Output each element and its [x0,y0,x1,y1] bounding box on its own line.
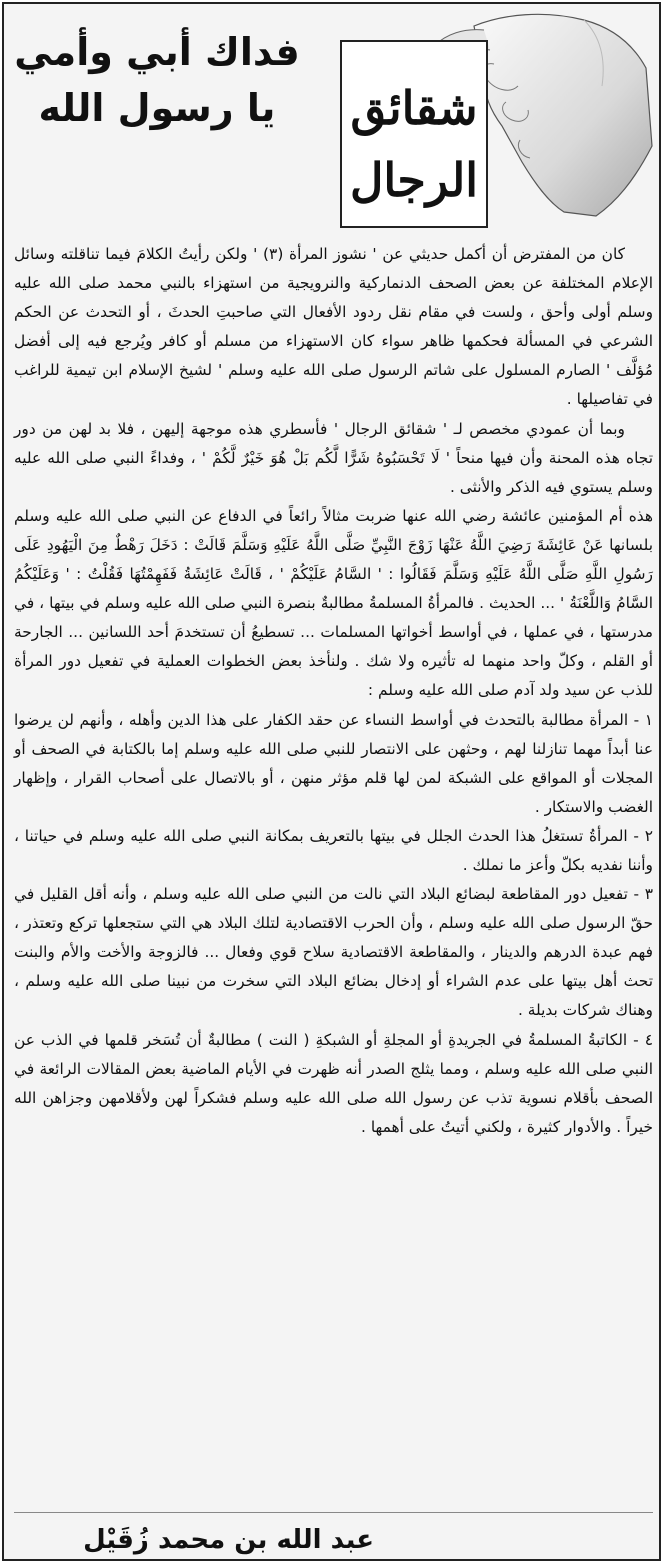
paragraph: ٣ - تفعيل دور المقاطعة لبضائع البلاد التي نالت من النبي صلى الله عليه وسلم ، وأنه أقل القليل في حقّ الرسول صلى الله عليه وسلم ، وأن الحرب الاقتصادية لتلك البلاد هي التي ستجعلها تركع وتعتذر ، فهم عبدة الدرهم والدينار ، والمقاطعة الاقتصادية سلاح قوي وفعال ... فالزوجة والأخت والأم والبنت تحث أهل بيتها على عدم الشراء أو إدخال بضائع البلاد التي سخرت من نبينا صلى الله عليه وسلم ، وهناك شركات بديلة . [14,885,653,1020]
author-signature: عبد الله بن محمد زُقَيْل [83,1525,374,1555]
paragraph: هذه أم المؤمنين عائشة رضي الله عنها ضربت مثالاً رائعاً في الدفاع عن النبي صلى الله عليه وسلم بلسانها عَنْ عَائِشَةَ رَضِيَ اللَّهُ عَنْهَا زَوْجَ النَّبِيِّ صَلَّى اللَّهُ عَلَيْهِ وَسَلَّمَ قَالَتْ : دَخَلَ رَهْطٌ مِنَ الْيَهُودِ عَلَى رَسُولِ اللَّهِ صَلَّى اللَّهُ عَلَيْهِ وَسَلَّمَ فَقَالُوا : ' السَّامُ عَلَيْكُمْ ' ، قَالَتْ عَائِشَةُ فَفَهِمْتُهَا فَقُلْتُ : ' وَعَلَيْكُمُ السَّامُ وَاللَّعْنَةُ ' ... الحديث . فالمرأةُ المسلمةُ مطالبةٌ بنصرة النبي صلى الله عليه وسلم في بيتها ، في مدرستها ، في عملها ، في أواسط أخواتها المسلمات ... تسطيعُ أن تستخدمَ أحد اللسانين ... الجارحة أو القلم ، وكلّ واحد منهما له تأثيره ولا شك . ولنأخذ بعض الخطوات العملية في تفعيل دور المرأة للذب عن سيد ولد آدم صلى الله عليه وسلم : [14,506,653,700]
paragraph: كان من المفترض أن أكمل حديثي عن ' نشوز المرأة (٣) ' ولكن رأيتُ الكلامَ فيما تناقلته وسائل الإعلام المختلفة عن بعض الصحف الدنماركية والنرويجية من استهزاء بالنبي محمد صلى الله عليه وسلم أولى وأحق ، ولست في مقام نقل ردود الأفعال التي صاحبتِ الحدثَ ، أو التحدث عن الحكم الشرعي في المسألة فحكمها ظاهر سواء كان الاستهزاء من مسلم أو كافر ويُرجع فيه إلى أفضل مُؤلَّف ' الصارم المسلول على شاتم الرسول صلى الله عليه وسلم ' لشيخ الإسلام ابن تيمية للراغب في تفاصيلها . [14,245,653,409]
paragraph: وبما أن عمودي مخصص لـ ' شقائق الرجال ' فأسطري هذه موجهة إليهن ، فلا بد لهن من دور تجاه هذه المحنة وأن فيها منحاً ' لَا تَحْسَبُوهُ شَرًّا لَّكُم بَلْ هُوَ خَيْرٌ لَّكُمْ ' ، وفداءً النبي صلى الله عليه وسلم يستوي فيه الذكر والأنثى . [14,419,653,496]
paragraph: ١ - المرأة مطالبة بالتحدث في أواسط النساء عن حقد الكفار على هذا الدين وأهله ، وأنهم لن يرضوا عنا أبداً مهما تنازلنا لهم ، وحثهن على الانتصار للنبي صلى الله عليه وسلم إما بالكتابة في الصحف أو المجلات أو المواقع على الشبكة لمن لها قلم مؤثر منهن ، أو بالاتصال على أصحاب القرار ، وإظهار الغضب والاستكار . [14,710,653,816]
column-badge [340,40,488,228]
article-frame [2,2,661,1561]
article-body [14,240,653,1510]
badge-line-2: الرجال [349,153,479,207]
badge-line-1: شقائق [350,81,478,135]
divider [14,1512,653,1513]
article-title-line-1: فداك أبي وأمي [14,30,300,74]
paragraph: ٢ - المرأةُ تستغلُ هذا الحدث الجلل في بيتها بالتعريف بمكانة النبي صلى الله عليه وسلم في حياتنا ، وأننا نفديه بكلّ وأعز ما نملك . [14,826,653,874]
article-title-line-2: يا رسول الله [38,86,276,130]
paragraph: ٤ - الكاتبةُ المسلمةُ في الجريدةِ أو المجلةِ أو الشبكةِ ( النت ) مطالبةٌ أن تُسَخر قلمها في الذب عن النبي صلى الله عليه وسلم ، ومما يثلج الصدر أنه ظهرت في الأيام الماضية بعض المقالات الرائعة في الصحف بأقلام نسوية تذب عن رسول الله صلى الله عليه وسلم فشكراً لهن ولأقلامهن وجزاهن الله خيراً . والأدوار كثيرة ، ولكني أتيتُ على أهمها . [14,1030,653,1136]
article-header [4,4,659,236]
